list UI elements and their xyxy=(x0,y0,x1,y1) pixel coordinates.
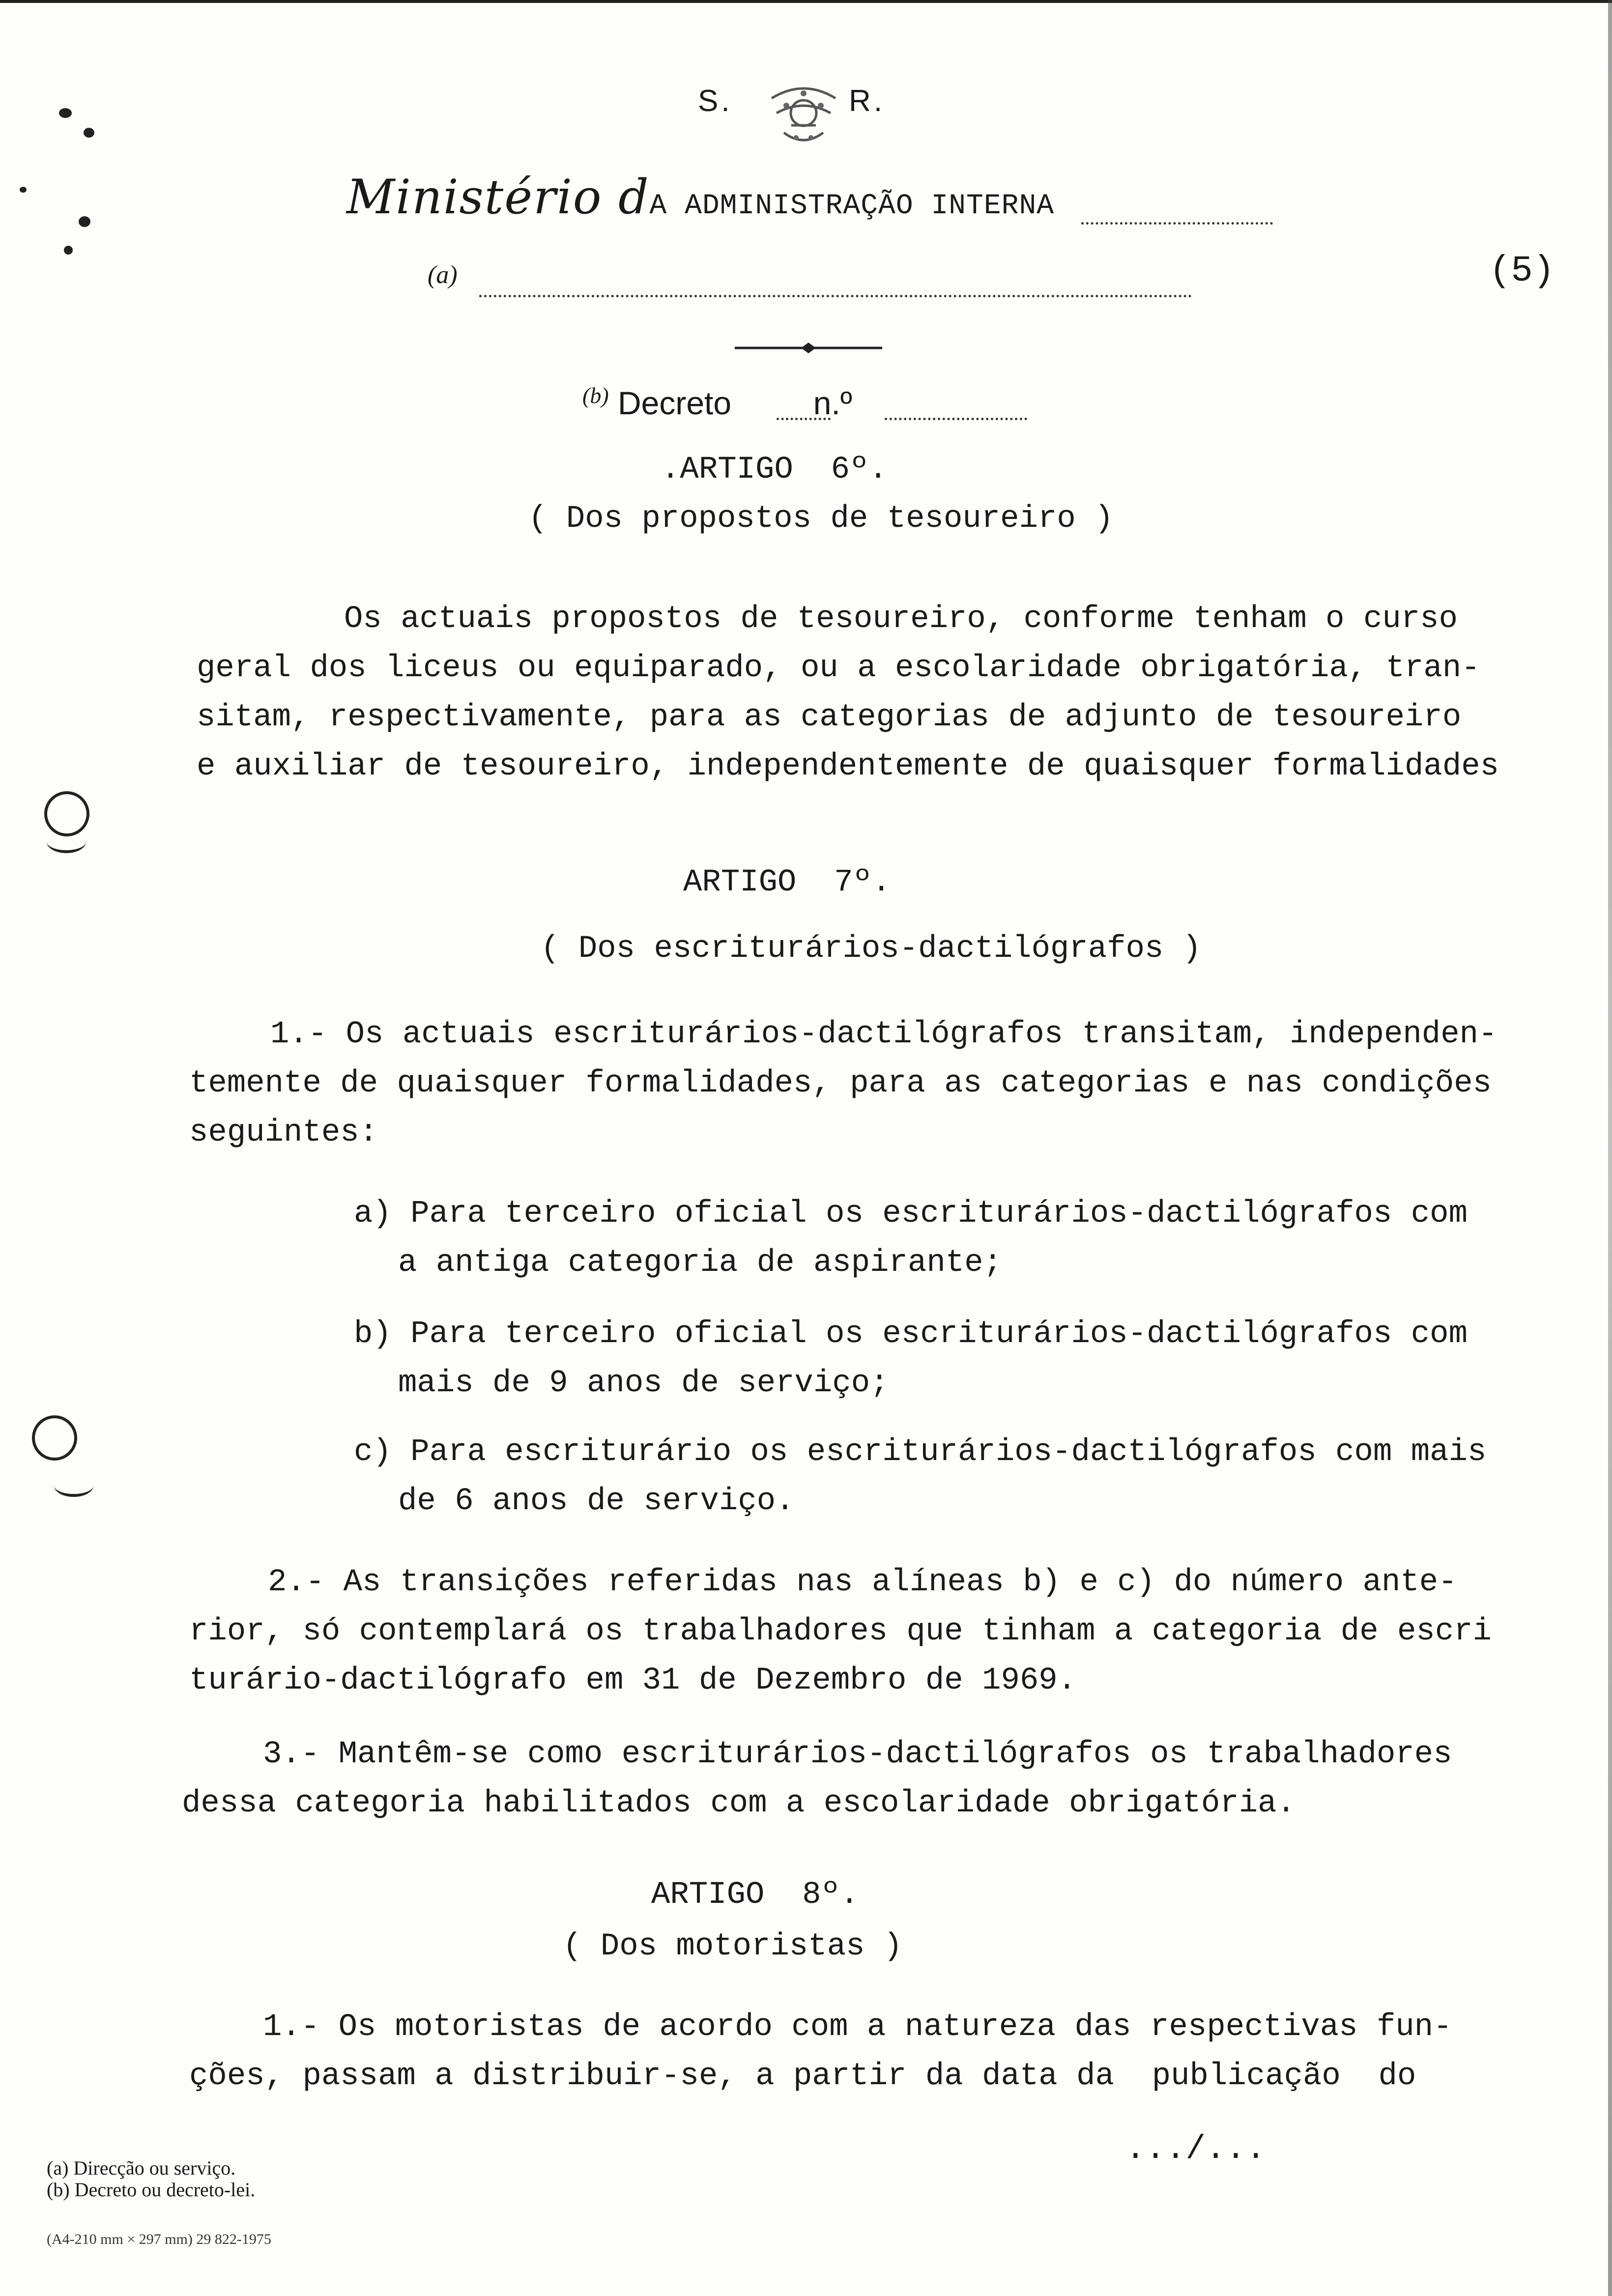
ministerio-label: Ministério d xyxy=(346,170,650,225)
punch-hole-top xyxy=(44,791,89,836)
article-8-p1-line: ções, passam a distribuir-se, a partir da data da publicação do xyxy=(189,2059,1416,2094)
article-7-p3-line: 3.- Mantêm-se como escriturários-dactilógrafos os trabalhadores xyxy=(263,1737,1452,1772)
coat-of-arms-icon xyxy=(757,79,850,152)
scan-speck xyxy=(84,128,94,138)
ministry-dotted-line xyxy=(1081,222,1273,225)
scan-speck xyxy=(64,246,73,255)
footnote-b: (b) Decreto ou decreto-lei. xyxy=(47,2179,256,2201)
article-7-p2-line: rior, só contemplará os trabalhadores que tinham a categoria de escri xyxy=(189,1614,1492,1649)
footnote-a: (a) Direcção ou serviço. xyxy=(47,2157,236,2179)
sr-left: S. xyxy=(698,84,733,118)
article-6-line: sitam, respectivamente, para as categorias de adjunto de tesoureiro xyxy=(197,700,1462,735)
service-label: (a) xyxy=(428,261,458,289)
sr-right: R. xyxy=(849,84,886,118)
scan-speck xyxy=(20,187,27,193)
article-8-p1-line: 1.- Os motoristas de acordo com a natureza das respectivas fun- xyxy=(263,2009,1452,2045)
decreto-label: Decreto xyxy=(617,385,732,421)
decreto-b-marker: (b) xyxy=(582,383,609,408)
article-7-item-b-cont: mais de 9 anos de serviço; xyxy=(398,1366,889,1401)
article-6-subtitle: ( Dos propostos de tesoureiro ) xyxy=(528,501,1114,537)
decreto-dotted-line xyxy=(777,418,831,420)
article-8-title: ARTIGO 8º. xyxy=(651,1877,859,1913)
article-7-item-b: b) Para terceiro oficial os escriturários-dactilógrafos com xyxy=(354,1317,1468,1352)
divider-ornament xyxy=(735,342,882,354)
article-7-title: ARTIGO 7º. xyxy=(683,865,891,900)
article-7-subtitle: ( Dos escriturários-dactilógrafos ) xyxy=(541,931,1202,967)
scan-speck xyxy=(79,216,90,227)
service-dotted-line xyxy=(479,295,1192,297)
continuation-mark: .../... xyxy=(1125,2130,1266,2168)
form-code: (A4-210 mm × 297 mm) 29 822-1975 xyxy=(47,2231,271,2247)
article-7-item-a: a) Para terceiro oficial os escriturários-dactilógrafos com xyxy=(354,1196,1468,1232)
punch-hole-bottom xyxy=(32,1415,77,1461)
article-8-subtitle: ( Dos motoristas ) xyxy=(563,1929,903,1964)
article-7-p1-line: 1.- Os actuais escriturários-dactilógrafos transitam, independen- xyxy=(270,1017,1497,1052)
article-7-item-c-cont: de 6 anos de serviço. xyxy=(398,1484,795,1519)
scan-speck xyxy=(59,108,72,118)
article-6-line: e auxiliar de tesoureiro, independentemente de quaisquer formalidades xyxy=(197,749,1499,784)
article-7-p3-line: dessa categoria habilitados com a escolaridade obrigatória. xyxy=(182,1786,1295,1821)
ministry-heading xyxy=(346,170,1054,225)
article-6-title: .ARTIGO 6º. xyxy=(661,452,888,488)
article-7-p1-line: seguintes: xyxy=(189,1115,378,1150)
decreto-number-label: n.º xyxy=(813,385,852,421)
page-top-edge xyxy=(0,0,1612,3)
ministry-name: A ADMINISTRAÇÃO INTERNA xyxy=(649,190,1055,222)
scan-right-edge xyxy=(1608,0,1612,2296)
page-number: (5) xyxy=(1489,251,1555,292)
decreto-line xyxy=(582,382,852,422)
article-7-item-a-cont: a antiga categoria de aspirante; xyxy=(398,1245,1002,1281)
article-6-line: Os actuais propostos de tesoureiro, conforme tenham o curso xyxy=(344,602,1458,637)
article-6-line: geral dos liceus ou equiparado, ou a escolaridade obrigatória, tran- xyxy=(197,651,1480,686)
decreto-number-dotted-line xyxy=(885,418,1027,420)
punch-hole-bottom-shadow xyxy=(54,1474,93,1497)
article-7-p2-line: 2.- As transições referidas nas alíneas b) e c) do número ante- xyxy=(268,1565,1457,1600)
article-7-p1-line: temente de quaisquer formalidades, para as categorias e nas condições xyxy=(189,1066,1492,1101)
punch-hole-top-shadow xyxy=(47,831,86,853)
footnotes xyxy=(47,2157,255,2201)
article-7-item-c: c) Para escriturário os escriturários-dactilógrafos com mais xyxy=(354,1435,1487,1470)
article-7-p2-line: turário-dactilógrafo em 31 de Dezembro de 1969. xyxy=(189,1663,1077,1698)
